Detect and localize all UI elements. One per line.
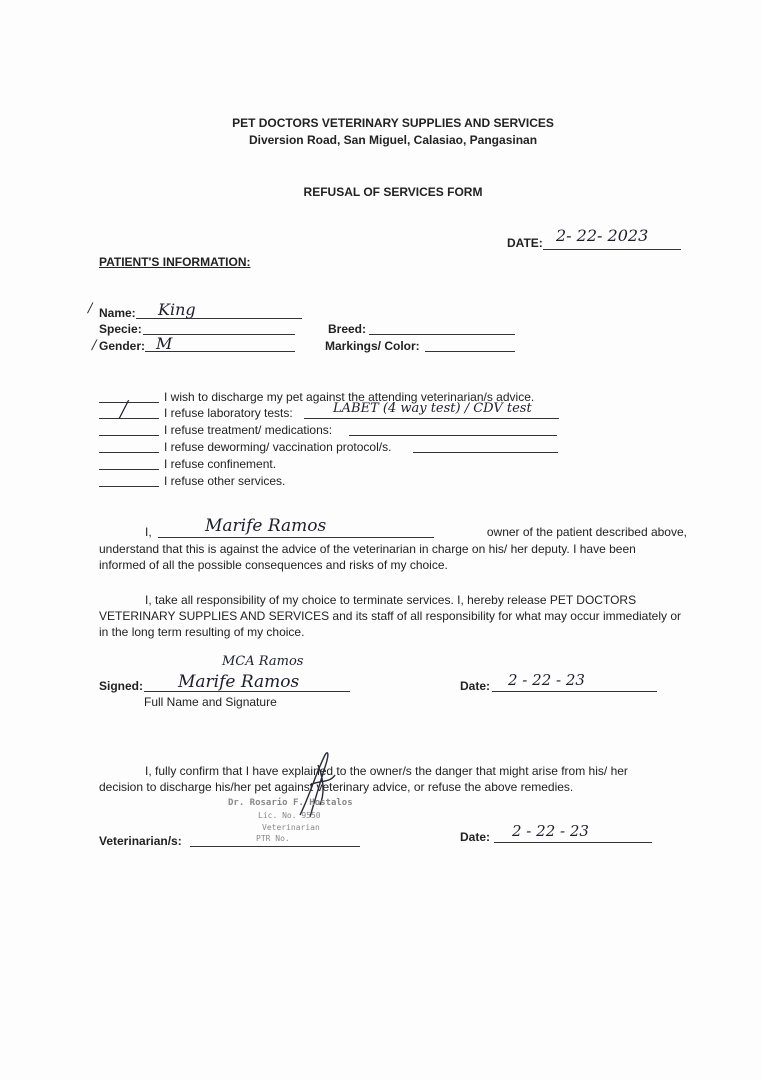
option-fill-line: [304, 418, 559, 419]
statement-intro: I,: [145, 525, 152, 539]
release-line3: in the long term resulting of my choice.: [99, 625, 305, 639]
vet-stamp-ptr: PTR No.: [256, 834, 290, 843]
release-line2: VETERINARY SUPPLIES AND SERVICES and its staff of all responsibility for what may occur immediately or: [99, 609, 682, 623]
breed-label: Breed:: [328, 322, 367, 336]
vet-date-line: [494, 842, 652, 843]
company-name: PET DOCTORS VETERINARY SUPPLIES AND SERVICES: [232, 116, 554, 130]
gender-value: M: [156, 334, 173, 353]
specie-label: Specie:: [99, 322, 142, 336]
signature-scribble: MCA Ramos: [222, 654, 304, 669]
option-confinement[interactable]: [99, 457, 569, 474]
signed-label: Signed:: [99, 679, 143, 693]
vet-date-label: Date:: [460, 830, 491, 844]
tick-mark: /: [92, 338, 97, 353]
option-blank: [99, 418, 159, 419]
statement-line1-tail: owner of the patient described above,: [486, 525, 687, 539]
option-treatment[interactable]: [99, 423, 569, 440]
vet-stamp-title: Veterinarian: [262, 823, 320, 832]
option-fill-line: [349, 435, 557, 436]
option-lab-tests[interactable]: [99, 400, 569, 423]
date-label: DATE:: [507, 236, 543, 250]
option-fill-line: [413, 452, 558, 453]
release-line1: I, take all responsibility of my choice to terminate services. I, hereby release PET DOCTORS: [145, 593, 637, 607]
option-blank: [99, 452, 159, 453]
gender-label: Gender:: [99, 339, 146, 353]
option-text: I wish to discharge my pet against the attending veterinarian/s advice.: [164, 390, 535, 404]
breed-line: [369, 334, 515, 335]
vet-confirm-line2: decision to discharge his/her pet against veterinary advice, or refuse the above remedies.: [99, 780, 574, 794]
option-blank: [99, 402, 159, 403]
company-address: Diversion Road, San Miguel, Calasiao, Pangasinan: [248, 133, 538, 147]
option-text: I refuse confinement.: [164, 457, 277, 471]
option-fill-value: LABET (4 way test) / CDV test: [333, 401, 532, 416]
markings-label: Markings/ Color:: [325, 339, 420, 353]
option-other-services[interactable]: [99, 474, 569, 491]
option-text: I refuse deworming/ vaccination protocol/s.: [164, 440, 392, 454]
signed-date-value: 2 - 22 - 23: [508, 671, 585, 689]
option-text: I refuse laboratory tests:: [164, 406, 293, 420]
option-blank: [99, 435, 159, 436]
signature-name: Marife Ramos: [178, 672, 300, 692]
option-text: I refuse other services.: [164, 474, 286, 488]
option-text: I refuse treatment/ medications:: [164, 423, 333, 437]
tick-mark: /: [88, 301, 93, 316]
vet-confirm-line1: I, fully confirm that I have explained to the owner/s the danger that might arise from his/ her: [145, 764, 628, 778]
form-title: REFUSAL OF SERVICES FORM: [303, 185, 483, 199]
date-line: [543, 249, 681, 250]
vet-date-value: 2 - 22 - 23: [512, 822, 589, 840]
signature-caption: Full Name and Signature: [144, 695, 277, 709]
option-blank: [99, 486, 159, 487]
signed-date-label: Date:: [460, 679, 491, 693]
option-blank: [99, 469, 159, 470]
veterinarian-label: Veterinarian/s:: [99, 834, 182, 848]
name-value: King: [158, 300, 196, 319]
vet-stamp-license: Lic. No. 9550: [258, 811, 321, 820]
owner-name-value: Marife Ramos: [205, 516, 327, 536]
signed-date-line: [492, 691, 657, 692]
option-deworming[interactable]: [99, 440, 569, 457]
date-value: 2- 22- 2023: [556, 226, 649, 245]
veterinarian-line: [190, 846, 360, 847]
markings-line: [425, 351, 515, 352]
owner-name-line: [158, 537, 434, 538]
patient-info-title: PATIENT'S INFORMATION:: [99, 255, 251, 269]
statement-line2: understand that this is against the advice of the veterinarian in charge on his/ her deputy. I have been: [99, 542, 636, 556]
name-label: Name:: [99, 306, 136, 320]
statement-line3: informed of all the possible consequences and risks of my choice.: [99, 558, 448, 572]
check-mark-icon: ╱: [119, 400, 129, 419]
vet-stamp-name: Dr. Rosario F. Hostalos: [228, 798, 353, 808]
